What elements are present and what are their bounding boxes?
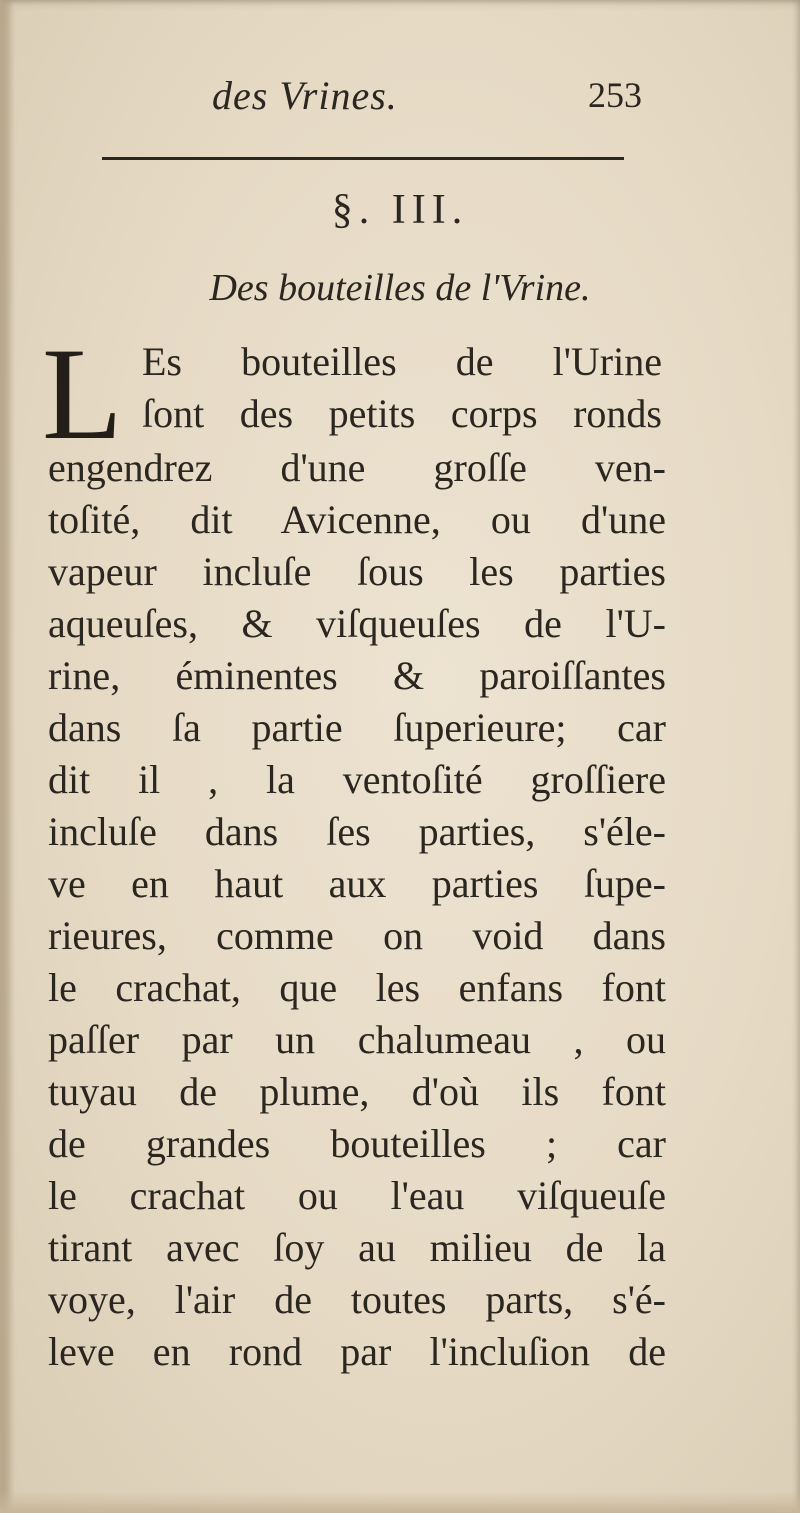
text-line: tuyau de plume, d'où ils font [48,1069,666,1114]
text-line: toſité, dit Avicenne, ou d'une [48,497,666,542]
text-line: paſſer par un chalumeau , ou [48,1017,666,1062]
text-line: le crachat ou l'eau viſqueuſe [48,1173,666,1218]
page-bottom-edge [0,1491,800,1513]
text-line: incluſe dans ſes parties, s'éle- [48,809,666,854]
running-title: des Vrines. [212,73,398,118]
text-line: rine, éminentes & paroiſſantes [48,653,666,698]
text-line: voye, l'air de toutes parts, s'é- [48,1277,666,1322]
text-line: le crachat, que les enfans font [48,965,666,1010]
section-number: §. III. [331,187,469,233]
text-line: de grandes bouteilles ; car [48,1121,666,1166]
text-line: leve en rond par l'incluſion de [48,1329,666,1374]
text-line: tirant avec ſoy au milieu de la [48,1225,666,1270]
text-line: dans ſa partie ſuperieure; car [48,705,666,750]
header-rule [102,157,624,160]
page-number: 253 [588,75,642,115]
text-line: Es bouteilles de l'Urine [142,339,662,384]
page-header [0,68,800,128]
text-line: vapeur incluſe ſous les parties [48,549,666,594]
text-line: ve en haut aux parties ſupe- [48,861,666,906]
text-line: dit il , la ventoſité groſſiere [48,757,666,802]
text-line: aqueuſes, & viſqueuſes de l'U- [48,601,666,646]
section-title: Des bouteilles de l'Vrine. [209,267,591,309]
drop-cap: L [42,320,123,467]
text-line: ſont des petits corps ronds [142,391,662,436]
text-line: engendrez d'une groſſe ven- [48,445,666,490]
text-line: rieures, comme on void dans [48,913,666,958]
